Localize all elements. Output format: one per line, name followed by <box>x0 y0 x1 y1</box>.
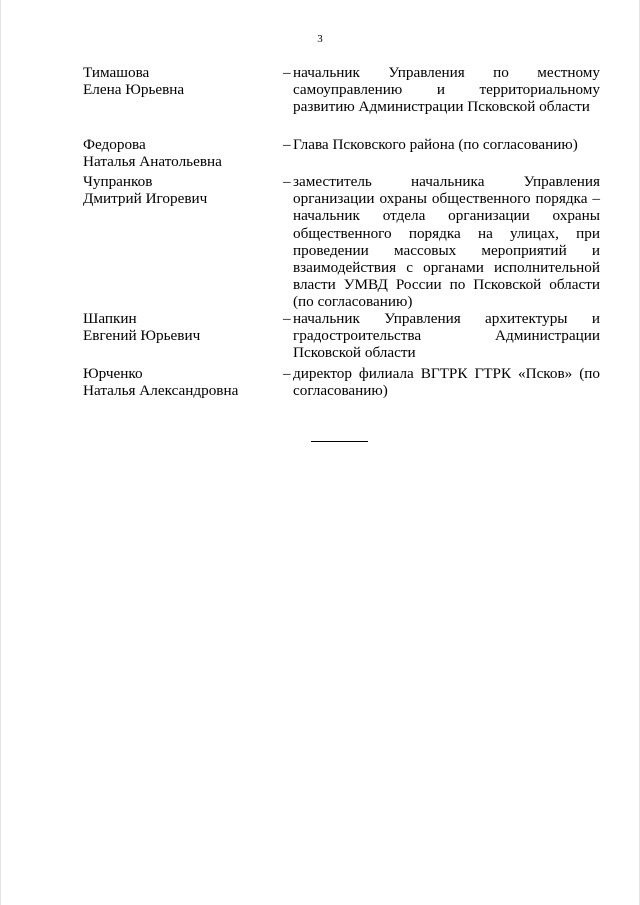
dash-separator: – <box>283 365 291 382</box>
member-name <box>83 173 278 207</box>
member-name <box>83 310 278 344</box>
member-entry-fedorova <box>83 136 600 171</box>
left-scan-edge <box>0 0 1 905</box>
member-given-name: Наталья Анатольевна <box>83 153 222 171</box>
member-given-name: Наталья Александровна <box>83 382 239 400</box>
member-position: заместитель начальника Управления организации охраны общественного порядка – начальник отдела организации охраны общественного порядка на улицах, при проведении массовых мероприятий и взаимодействия с органами исполнительной власти УМВД России по Псковской области (по согласованию) <box>293 173 600 311</box>
member-given-name: Елена Юрьевна <box>83 81 185 99</box>
member-name <box>83 365 278 399</box>
member-surname: Тимашова <box>83 64 150 81</box>
member-name <box>83 64 278 98</box>
member-surname: Шапкин <box>83 310 137 327</box>
dash-separator: – <box>283 310 291 327</box>
dash-separator: – <box>283 136 291 153</box>
dash-separator: – <box>283 173 291 190</box>
member-position: директор филиала ВГТРК ГТРК «Псков» (по согласованию) <box>293 365 600 400</box>
member-entry-shapkin <box>83 310 600 362</box>
member-position: начальник Управления архитектуры и градостроительства Администрации Псковской области <box>293 310 600 362</box>
member-entry-chuprankov <box>83 173 600 311</box>
member-given-name: Дмитрий Игоревич <box>83 190 208 208</box>
member-surname: Чупранков <box>83 173 153 190</box>
member-given-name: Евгений Юрьевич <box>83 327 201 345</box>
member-position: начальник Управления по местному самоуправлению и территориальному развитию Администрации Псковской области <box>293 64 600 116</box>
member-position: Глава Псковского района (по согласованию) <box>293 136 578 153</box>
member-name <box>83 136 278 170</box>
page-number: 3 <box>317 33 323 45</box>
end-divider <box>311 441 368 442</box>
member-surname: Юрченко <box>83 365 143 382</box>
member-entry-yurchenko <box>83 365 600 399</box>
member-surname: Федорова <box>83 136 146 153</box>
member-entry-timashova <box>83 64 600 116</box>
dash-separator: – <box>283 64 291 81</box>
